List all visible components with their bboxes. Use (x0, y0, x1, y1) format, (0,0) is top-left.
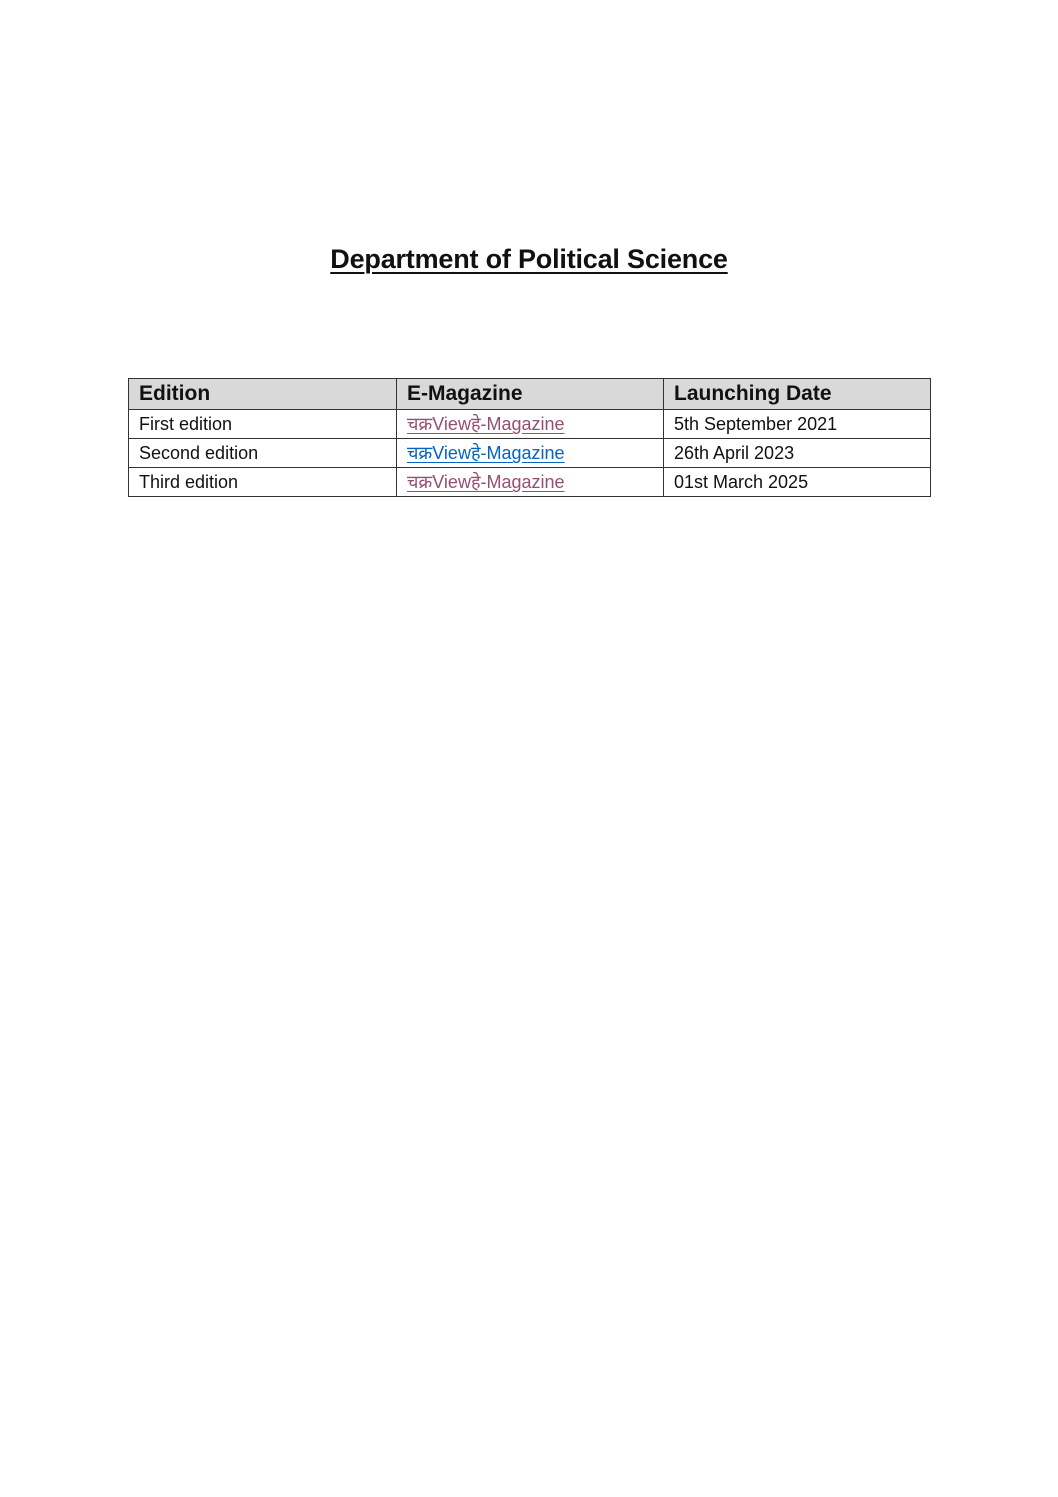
table-header-row (129, 379, 931, 410)
launch-date-cell: 5th September 2021 (664, 410, 931, 439)
page-title: Department of Political Science (330, 244, 728, 274)
edition-cell: Third edition (129, 468, 397, 497)
emagazine-link-second-edition[interactable]: चक्रViewहे-Magazine (407, 443, 565, 463)
table-row (129, 468, 931, 497)
column-header-launching-date: Launching Date (664, 379, 931, 410)
table-row (129, 439, 931, 468)
emagazine-link-first-edition[interactable]: चक्रViewहे-Magazine (407, 414, 565, 434)
edition-table (128, 378, 931, 497)
emagazine-cell (397, 439, 664, 468)
column-header-emagazine: E-Magazine (397, 379, 664, 410)
edition-cell: First edition (129, 410, 397, 439)
emagazine-cell (397, 468, 664, 497)
launch-date-cell: 01st March 2025 (664, 468, 931, 497)
launch-date-cell: 26th April 2023 (664, 439, 931, 468)
edition-cell: Second edition (129, 439, 397, 468)
emagazine-cell (397, 410, 664, 439)
emagazine-link-third-edition[interactable]: चक्रViewहे-Magazine (407, 472, 565, 492)
column-header-edition: Edition (129, 379, 397, 410)
table-row (129, 410, 931, 439)
